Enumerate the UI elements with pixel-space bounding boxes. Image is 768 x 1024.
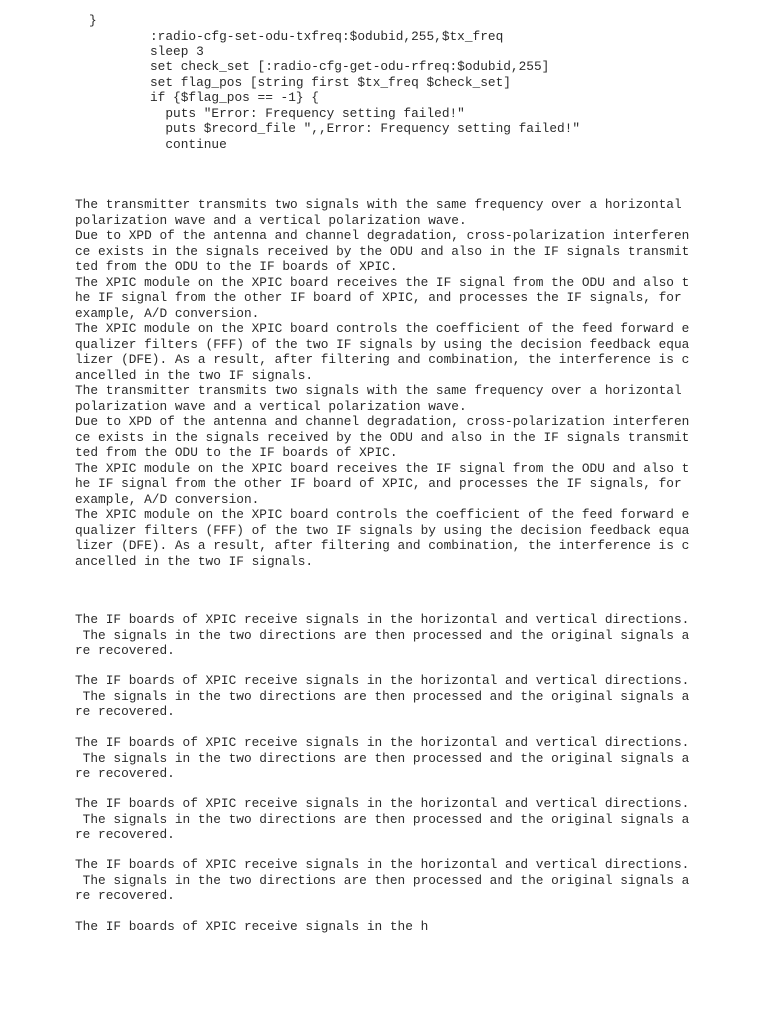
text-line: The XPIC module on the XPIC board receives the IF signal from the ODU and also t — [75, 460, 690, 476]
text-line: ancelled in the two IF signals. — [75, 553, 314, 569]
body-text — [75, 197, 755, 569]
text-line: The transmitter transmits two signals with the same frequency over a horizontal — [75, 383, 682, 398]
text-line: The transmitter transmits two signals with the same frequency over a horizontal — [75, 197, 682, 212]
text-line: re recovered. — [75, 888, 175, 903]
code-closing-brace: } — [89, 13, 97, 28]
text-line: he IF signal from the other IF board of XPIC, and processes the IF signals, for — [75, 476, 682, 491]
text-line: The XPIC module on the XPIC board controls the coefficient of the feed forward e — [75, 507, 690, 522]
text-line: ted from the ODU to the IF boards of XPIC. — [75, 259, 398, 274]
text-line: re recovered. — [75, 704, 175, 719]
paragraph — [75, 735, 755, 782]
text-line: re recovered. — [75, 766, 175, 781]
text-line: ce exists in the signals received by the ODU and also in the IF signals transmit — [75, 429, 690, 445]
text-line: polarization wave and a vertical polarization wave. — [75, 212, 467, 228]
code-line: set flag_pos [string first $tx_freq $check_set] — [150, 75, 511, 90]
text-line: ted from the ODU to the IF boards of XPIC. — [75, 445, 398, 460]
code-line: continue — [150, 137, 227, 152]
code-line: if {$flag_pos == -1} { — [150, 90, 319, 105]
text-line: ce exists in the signals received by the ODU and also in the IF signals transmit — [75, 243, 690, 259]
text-line: The signals in the two directions are then processed and the original signals a — [75, 811, 690, 827]
text-line: The IF boards of XPIC receive signals in the horizontal and vertical directions. — [75, 857, 690, 872]
text-line: The signals in the two directions are then processed and the original signals a — [75, 627, 690, 643]
code-line: puts $record_file ",,Error: Frequency setting failed!" — [150, 121, 581, 136]
text-line: The IF boards of XPIC receive signals in the horizontal and vertical directions. — [75, 796, 690, 811]
text-line: The signals in the two directions are then processed and the original signals a — [75, 872, 690, 888]
text-line: The IF boards of XPIC receive signals in the horizontal and vertical directions. — [75, 612, 690, 627]
text-line: lizer (DFE). As a result, after filtering and combination, the interference is c — [75, 352, 690, 367]
trailing-text-line: The IF boards of XPIC receive signals in the h — [75, 919, 429, 934]
text-line: The IF boards of XPIC receive signals in the horizontal and vertical directions. — [75, 673, 690, 688]
code-line: :radio-cfg-set-odu-txfreq:$odubid,255,$tx_freq — [150, 29, 504, 44]
paragraph — [75, 612, 755, 659]
text-line: The signals in the two directions are then processed and the original signals a — [75, 688, 690, 704]
paragraph — [75, 673, 755, 720]
text-line: example, A/D conversion. — [75, 305, 260, 321]
text-line: polarization wave and a vertical polarization wave. — [75, 398, 467, 414]
paragraph — [75, 857, 755, 904]
text-line: The XPIC module on the XPIC board controls the coefficient of the feed forward e — [75, 321, 690, 336]
text-line: The XPIC module on the XPIC board receives the IF signal from the ODU and also t — [75, 274, 690, 290]
code-line: puts "Error: Frequency setting failed!" — [150, 106, 465, 121]
text-line: Due to XPD of the antenna and channel degradation, cross-polarization interferen — [75, 228, 690, 243]
text-line: The signals in the two directions are then processed and the original signals a — [75, 750, 690, 766]
text-line: Due to XPD of the antenna and channel degradation, cross-polarization interferen — [75, 414, 690, 429]
code-line: sleep 3 — [150, 44, 204, 59]
text-line: lizer (DFE). As a result, after filtering and combination, the interference is c — [75, 538, 690, 553]
code-line: set check_set [:radio-cfg-get-odu-rfreq:$odubid,255] — [150, 59, 550, 74]
text-line: ancelled in the two IF signals. — [75, 367, 314, 383]
text-line: qualizer filters (FFF) of the two IF signals by using the decision feedback equa — [75, 522, 690, 538]
text-line: re recovered. — [75, 643, 175, 658]
paragraph — [75, 796, 755, 843]
text-line: qualizer filters (FFF) of the two IF signals by using the decision feedback equa — [75, 336, 690, 352]
text-line: example, A/D conversion. — [75, 491, 260, 507]
text-line: re recovered. — [75, 827, 175, 842]
text-line: The IF boards of XPIC receive signals in the horizontal and vertical directions. — [75, 735, 690, 750]
text-line: he IF signal from the other IF board of XPIC, and processes the IF signals, for — [75, 290, 682, 305]
